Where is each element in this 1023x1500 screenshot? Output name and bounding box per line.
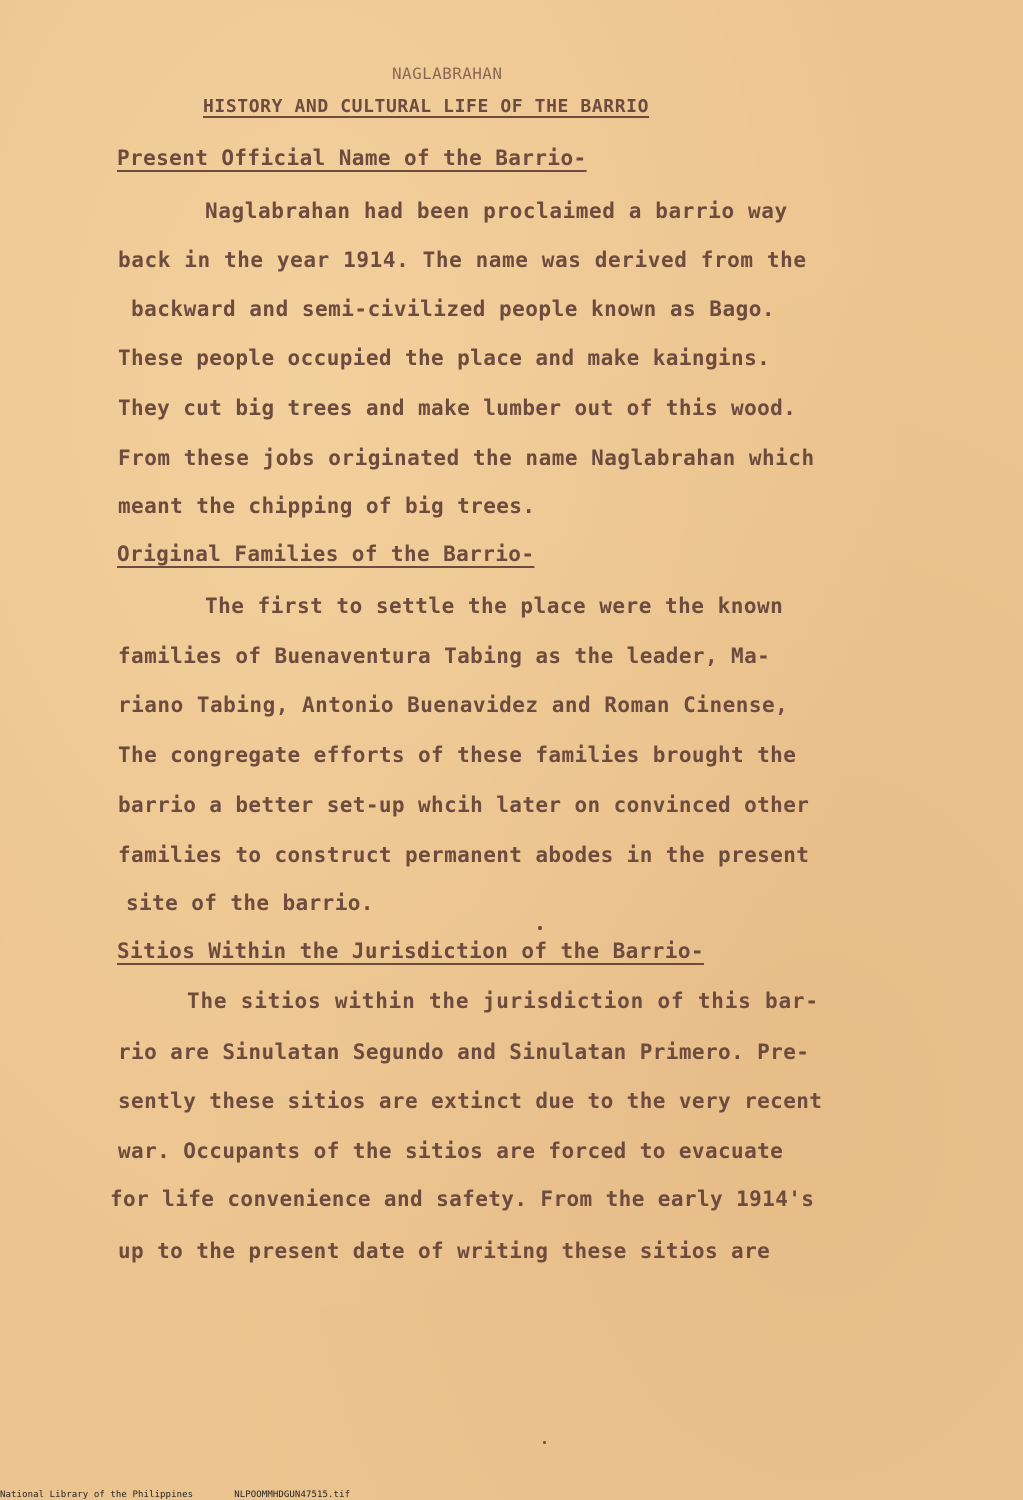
paragraph-line: families of Buenaventura Tabing as the leader, Ma- — [118, 644, 771, 668]
paragraph-line: They cut big trees and make lumber out of this wood. — [118, 396, 797, 420]
ink-speck — [538, 926, 542, 930]
section-heading-official-name: Present Official Name of the Barrio- — [117, 146, 587, 170]
paragraph-line: These people occupied the place and make kaingins. — [118, 346, 771, 370]
paragraph-line: for life convenience and safety. From the early 1914's — [110, 1187, 815, 1211]
paragraph-line: Naglabrahan had been proclaimed a barrio way — [205, 199, 788, 223]
document-title: HISTORY AND CULTURAL LIFE OF THE BARRIO — [203, 96, 650, 117]
paragraph-line: site of the barrio. — [126, 891, 374, 915]
paragraph-line: backward and semi-civilized people known as Bago. — [131, 297, 776, 321]
paragraph-line: up to the present date of writing these sitios are — [118, 1239, 771, 1263]
paragraph-line: barrio a better set-up whcih later on convinced other — [118, 793, 810, 817]
paragraph-line: The sitios within the jurisdiction of this bar- — [187, 989, 819, 1013]
ink-speck — [543, 1441, 546, 1444]
paragraph-line: sently these sitios are extinct due to the very recent — [118, 1089, 823, 1113]
paragraph-line: meant the chipping of big trees. — [118, 494, 536, 518]
section-heading-sitios: Sitios Within the Jurisdiction of the Barrio- — [117, 939, 704, 963]
paragraph-line: back in the year 1914. The name was derived from the — [118, 248, 807, 272]
paragraph-line: From these jobs originated the name Naglabrahan which — [118, 446, 815, 470]
paragraph-line: The first to settle the place were the known — [205, 594, 784, 618]
paragraph-line: war. Occupants of the sitios are forced to evacuate — [118, 1139, 784, 1163]
paragraph-line: families to construct permanent abodes in the present — [118, 843, 810, 867]
paragraph-line: The congregate efforts of these families brought the — [118, 743, 797, 767]
paragraph-line: rio are Sinulatan Segundo and Sinulatan Primero. Pre- — [118, 1040, 810, 1064]
paragraph-line: riano Tabing, Antonio Buenavidez and Roman Cinense, — [118, 693, 789, 717]
scan-footer — [0, 1490, 350, 1500]
barrio-name-header: NAGLABRAHAN — [392, 64, 503, 83]
file-identifier: NLPOOMMHDGUN47515.tif — [234, 1490, 351, 1500]
library-credit: National Library of the Philippines — [0, 1490, 194, 1500]
section-heading-original-families: Original Families of the Barrio- — [117, 542, 535, 566]
